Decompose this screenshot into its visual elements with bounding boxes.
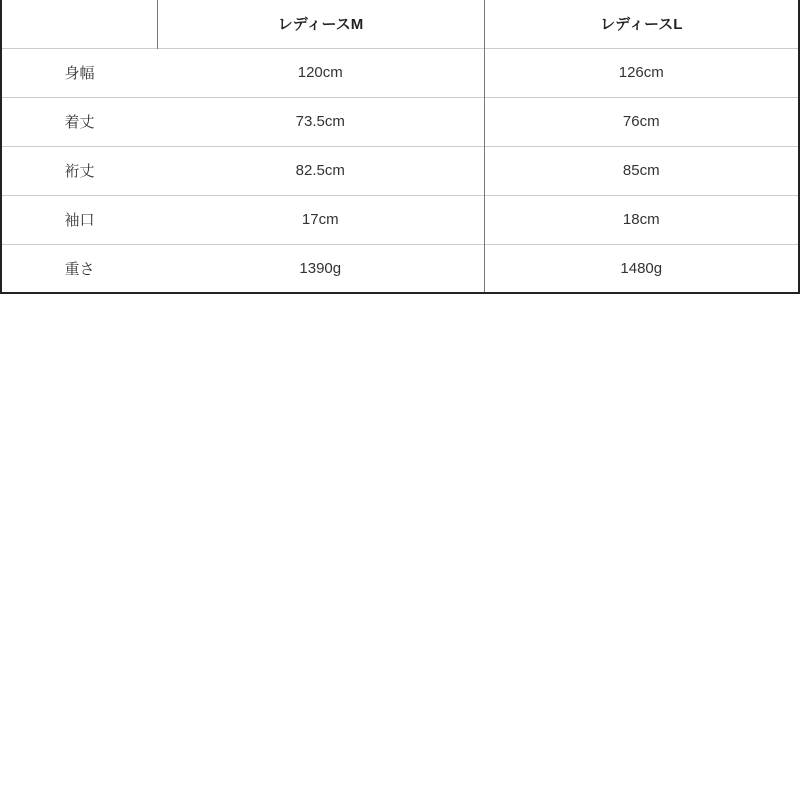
value-cell-l: 18cm <box>484 195 799 244</box>
row-label-cell: 着丈 <box>1 97 157 146</box>
header-row <box>1 0 799 48</box>
table-row-weight <box>1 244 799 293</box>
value-cell-l: 1480g <box>484 244 799 293</box>
value-cell-l: 76cm <box>484 97 799 146</box>
row-label-cell: 重さ <box>1 244 157 293</box>
value-cell-m: 82.5cm <box>157 146 484 195</box>
row-label-cell: 裄丈 <box>1 146 157 195</box>
value-cell-m: 1390g <box>157 244 484 293</box>
value-cell-l: 85cm <box>484 146 799 195</box>
row-label-cell: 身幅 <box>1 48 157 97</box>
table-row-length <box>1 97 799 146</box>
table-row-cuff <box>1 195 799 244</box>
value-cell-m: 73.5cm <box>157 97 484 146</box>
size-chart-header <box>1 0 799 48</box>
column-header-ladies-l: レディースL <box>484 0 799 48</box>
size-chart-table <box>0 0 800 294</box>
size-chart-body <box>1 48 799 293</box>
table-row-body-width <box>1 48 799 97</box>
value-cell-l: 126cm <box>484 48 799 97</box>
value-cell-m: 120cm <box>157 48 484 97</box>
corner-cell <box>1 0 157 48</box>
row-label-cell: 袖口 <box>1 195 157 244</box>
table-row-sleeve-length <box>1 146 799 195</box>
column-header-ladies-m: レディースM <box>157 0 484 48</box>
value-cell-m: 17cm <box>157 195 484 244</box>
